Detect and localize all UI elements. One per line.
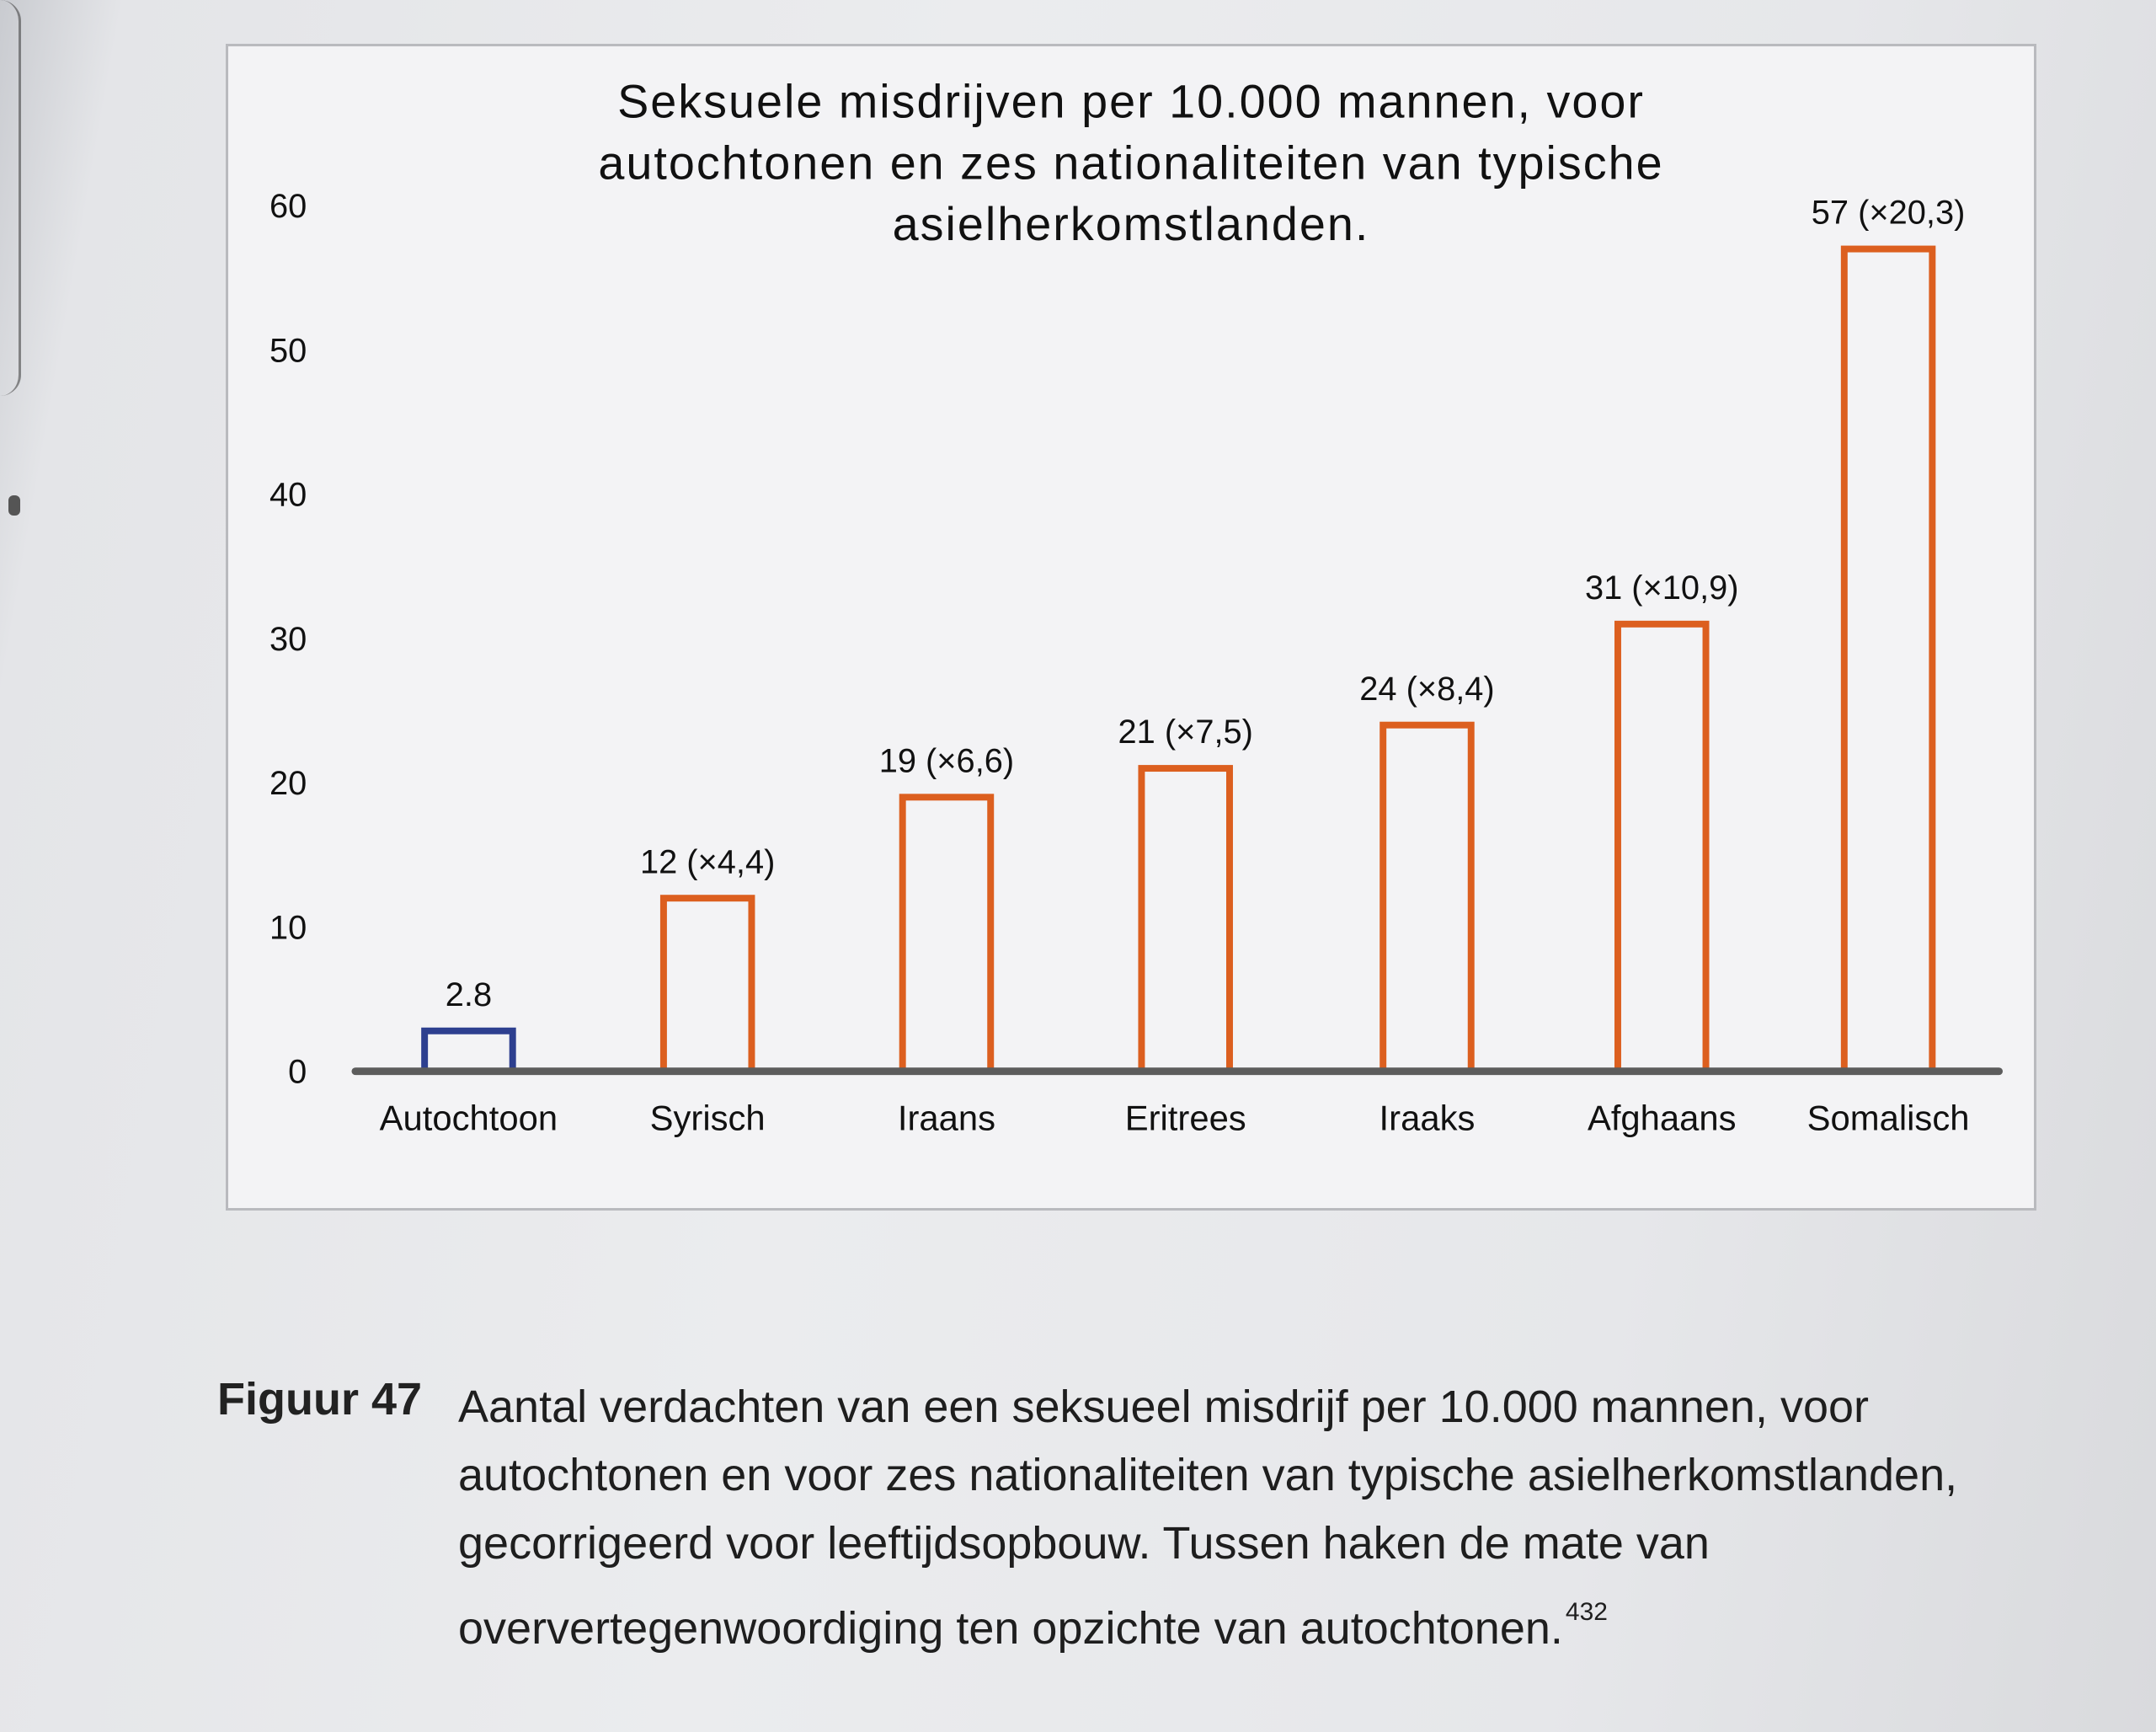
bars-group [424, 195, 1965, 1072]
page-mark [8, 495, 20, 516]
x-axis-labels [380, 1098, 1970, 1137]
caption-reference: 432 [1565, 1598, 1608, 1626]
data-label-autochtoon: 2.8 [445, 976, 493, 1013]
y-tick-label: 20 [269, 765, 307, 803]
bar-eritrees [1141, 768, 1230, 1072]
y-tick-label: 40 [269, 476, 307, 514]
data-label-iraaks: 24 (×8,4) [1359, 670, 1495, 708]
bar-iraans [903, 797, 991, 1071]
y-tick-label: 50 [269, 332, 307, 370]
chart-title-line-2: autochtonen en zes nationaliteiten van typische [598, 136, 1664, 190]
caption-text: Aantal verdachten van een seksueel misdrijf per 10.000 mannen, voor autochtonen en voor zes nationaliteiten van typische asielherkomstlanden, gecorrigeerd voor leeftijdsopbouw. Tussen haken de mate van oververtegenwoordiging ten opzichte van autochtonen. [458, 1382, 1958, 1654]
bar-chart [228, 46, 2034, 1208]
bar-iraaks [1383, 725, 1471, 1072]
x-tick-label: Afghaans [1587, 1098, 1737, 1138]
bar-somalisch [1844, 249, 1933, 1072]
page-edge [0, 0, 21, 396]
y-axis [270, 188, 307, 1091]
data-label-somalisch: 57 (×20,3) [1811, 194, 1966, 232]
x-tick-label: Somalisch [1806, 1098, 1970, 1138]
chart-figure [226, 44, 2036, 1211]
x-tick-label: Syrisch [649, 1098, 766, 1138]
x-tick-label: Iraans [897, 1098, 996, 1138]
chart-title-line-3: asielherkomstlanden. [892, 197, 1370, 250]
x-tick-label: Eritrees [1124, 1098, 1246, 1138]
data-label-syrisch: 12 (×4,4) [639, 843, 776, 881]
y-tick-label: 0 [288, 1053, 307, 1091]
y-tick-label: 60 [269, 188, 307, 226]
chart-title-line-1: Seksuele misdrijven per 10.000 mannen, voor [617, 75, 1645, 128]
y-tick-label: 30 [269, 620, 307, 658]
bar-syrisch [664, 898, 752, 1072]
y-tick-label: 10 [269, 909, 307, 947]
caption-body [458, 1373, 2041, 1663]
caption-label: Figuur 47 [217, 1374, 423, 1425]
data-label-iraans: 19 (×6,6) [878, 742, 1015, 780]
bar-autochtoon [424, 1031, 513, 1072]
data-label-eritrees: 21 (×7,5) [1118, 714, 1253, 751]
x-tick-label: Autochtoon [379, 1098, 558, 1138]
data-label-afghaans: 31 (×10,9) [1584, 569, 1739, 607]
x-tick-label: Iraaks [1379, 1098, 1476, 1138]
bar-afghaans [1618, 624, 1706, 1072]
